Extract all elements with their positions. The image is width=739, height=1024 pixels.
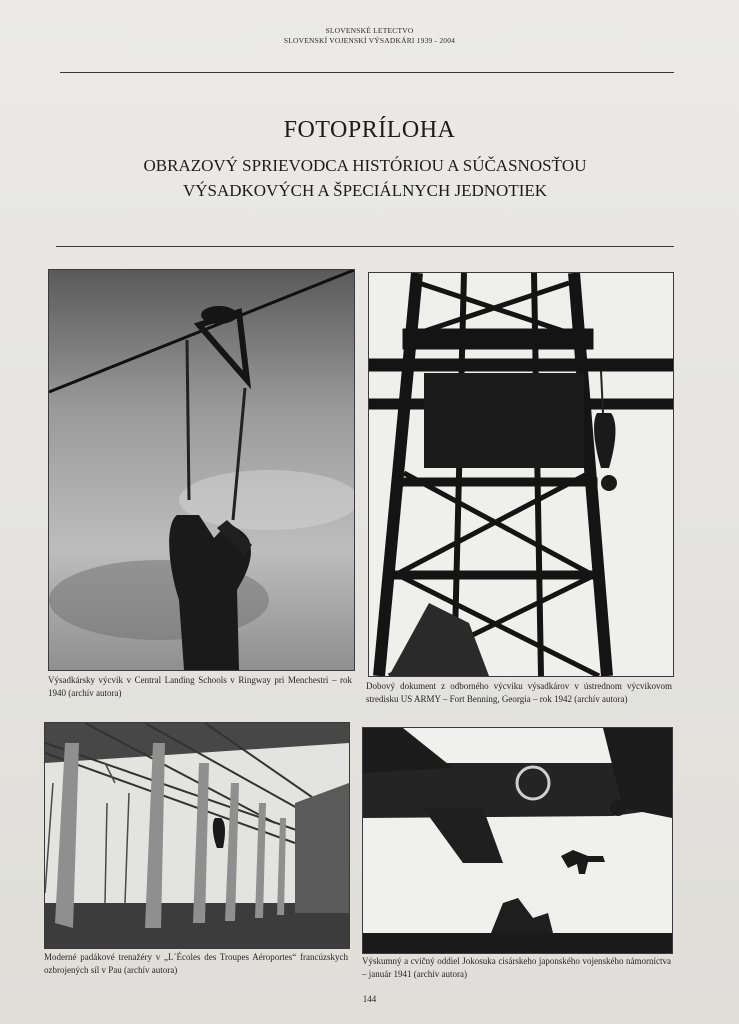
running-head-line-2: SLOVENSKÍ VOJENSKÍ VÝSADKÁRI 1939 - 2004 — [283, 36, 456, 45]
photo-2-caption: Dobový dokument z odborného výcviku výsadkárov v ústrednom výcvikovom stredisku US ARMY – Fort Benning, Georgia – rok 1942 (archív autora) — [366, 681, 672, 704]
aircraft-photo-graphic — [363, 728, 672, 953]
page-subtitle — [40, 153, 690, 203]
photo-1-caption: Výsadkársky výcvik v Central Landing Schools v Ringway pri Menchestri – rok 1940 (archív autora) — [48, 675, 352, 698]
subtitle-line-2: VÝSADKOVÝCH A ŠPECIÁLNYCH JEDNOTIEK — [182, 181, 548, 200]
page-number: 144 — [362, 994, 377, 1004]
parachutist-training-cable-photo — [48, 269, 355, 671]
parachute-trainers-hall-photo — [44, 722, 350, 949]
title-rule — [56, 246, 674, 247]
training-tower-photo — [368, 272, 674, 677]
cable-photo-graphic — [49, 270, 354, 670]
photo-4-caption: Výskumný a cvičný oddiel Jokosuka cisárskeho japonského vojenského námorníctva – január 1941 (archív autora) — [362, 956, 671, 979]
photo-3-caption: Moderné padákové trenažéry v „L´Écoles des Troupes Aéroportes“ francúzskych ozbrojených síl v Pau (archív autora) — [44, 952, 348, 975]
top-rule — [60, 72, 674, 73]
tower-photo-graphic — [369, 273, 673, 676]
aircraft-jump-photo — [362, 727, 673, 954]
hall-photo-graphic — [45, 723, 349, 948]
running-head-line-1: SLOVENSKÉ LETECTVO — [325, 26, 414, 35]
page-title: FOTOPRÍLOHA — [283, 117, 456, 143]
subtitle-line-1: OBRAZOVÝ SPRIEVODCA HISTÓRIOU A SÚČASNOSŤOU — [143, 156, 587, 175]
running-head — [0, 26, 739, 46]
